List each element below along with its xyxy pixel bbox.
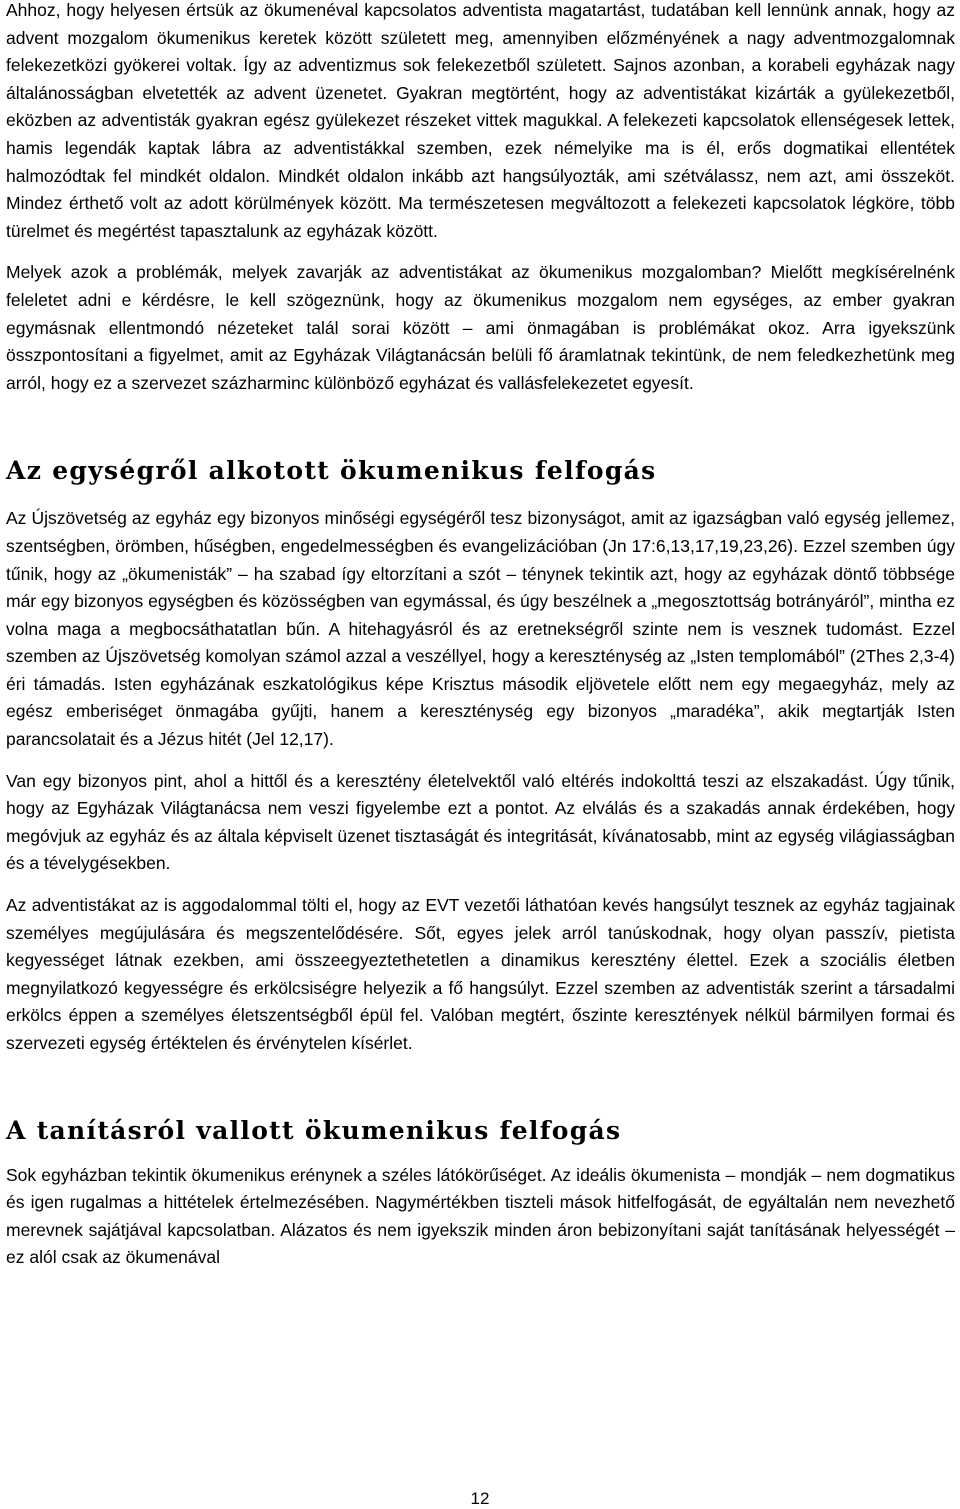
paragraph-unity-1: Az Újszövetség az egyház egy bizonyos minőségi egységéről tesz bizonyságot, amit az igazságban való egység jellemez, szentségben, örömben, hűségben, engedelmességben és evangelizációban (Jn 17:6,13,17,19,23,26). Ezzel szemben úgy tűnik, hogy az „ökumenisták” – ha szabad így eltorzítani a szót – ténynek tekintik azt, hogy az egyházak döntő többsége már egy bizonyos egységben és közösségben van egymással, és úgy beszélnek a „megosztottság botrányáról”, mintha ez volna maga a megbocsáthatatlan bűn. A hitehagyásról és az eretnekségről szinte nem is vesznek tudomást. Ezzel szemben az Újszövetség komolyan számol azzal a veszéllyel, hogy a kereszténység az „Isten templomából” (2Thes 2,3-4) éri támadás. Isten egyházának eszkatológikus képe Krisztus második eljövetele előtt nem egy megaegyház, mely az egész emberiséget önmagába gyűjti, hanem a kereszténység egy bizonyos „maradéka”, akik megtartják Isten parancsolatait és a Jézus hitét (Jel 12,17). [6,508,955,750]
paragraph-intro-2: Melyek azok a problémák, melyek zavarják az adventistákat az ökumenikus mozgalomban? Mielőtt megkísérelnénk feleletet adni e kérdésre, le kell szögeznünk, hogy az ökumenikus mozgalom nem egységes, az ember gyakran egymásnak ellentmondó nézeteket talál sorai között – ami önmagában is problémákat okoz. Arra igyekszünk összpontosítani a figyelmet, amit az Egyházak Világtanácsán belüli fő áramlatnak tekintünk, de nem feledkezhetünk meg arról, hogy ez a szervezet százharminc különböző egyházat és vallásfelekezetet egyesít. [6,262,955,393]
paragraph-unity-3: Az adventistákat az is aggodalommal tölti el, hogy az EVT vezetői láthatóan kevés hangsúlyt tesznek az egyház tagjainak személyes megújulására és megszentelődésére. Sőt, egyes jelek arról tanúskodnak, hogy olyan passzív, pietista kegyességet látnak ezekben, ami összeegyeztethetetlen a dinamikus keresztény élettel. Ezek a szociális életben megnyilatkozó kegyességre és erkölcsiségre helyezik a fő hangsúlyt. Ezzel szemben az adventisták szerint a társadalmi erkölcs éppen a személyes életszentségből épül fel. Valóban megtért, őszinte keresztények nélkül bármilyen formai és szervezeti egység értéktelen és érvénytelen kísérlet. [6,895,955,1053]
page-number: 12 [470,1489,490,1508]
section-heading-teaching: A tanításról vallott ökumenikus felfogás [6,1115,622,1145]
section-heading-unity: Az egységről alkotott ökumenikus felfogás [6,456,657,486]
paragraph-teaching-1: Sok egyházban tekintik ökumenikus erénynek a széles látókörűséget. Az ideális ökumenista – mondják – nem dogmatikus és igen rugalmas a hittételek értelmezésében. Nagymértékben tiszteli mások hitfelfogását, de egyáltalán nem nevezhető merevnek sajátjával kapcsolatban. Alázatos és nem igyekszik minden áron bebizonyítani saját tanításának helyességét – ez alól csak az ökumenával [6,1164,955,1268]
paragraph-intro-1: Ahhoz, hogy helyesen értsük az ökumenéval kapcsolatos adventista magatartást, tudatában kell lennünk annak, hogy az advent mozgalom ökumenikus keretek között született meg, amennyiben előzményének a nagy adventmozgalomnak felekezetközi gyökerei voltak. Így az adventizmus sok felekezetből született. Sajnos azonban, a korabeli egyházak nagy általánosságban elvetették az advent üzenetet. Gyakran megtörtént, hogy az adventistákat kizárták a gyülekezetből, eközben az adventisták gyakran egész gyülekezet részeket vittek magukkal. A felekezeti kapcsolatok ellenségesek lettek, hamis legendák kaptak lábra az adventistákkal szemben, ezek némelyike ma is él, erős dogmatikai ellentétek halmozódtak fel mindkét oldalon. Mindkét oldalon inkább azt hangsúlyozták, ami szétválassz, nem azt, ami összeköt. Mindez érthető volt az adott körülmények között. Ma természetesen megváltozott a felekezeti kapcsolatok légköre, több türelmet és megértést tapasztalunk az egyházak között. [6,0,955,241]
document-page [6,0,955,1272]
paragraph-unity-2: Van egy bizonyos pint, ahol a hittől és a keresztény életelvektől való eltérés indokolttá teszi az elszakadást. Úgy tűnik, hogy az Egyházak Világtanácsa nem veszi figyelembe ezt a pontot. Az elválás és a szakadás annak érdekében, hogy megóvjuk az egyház és az általa képviselt üzenet tisztaságát és integritását, kívánatosabb, mint az egység világiasságban és a tévelygésekben. [6,770,955,874]
